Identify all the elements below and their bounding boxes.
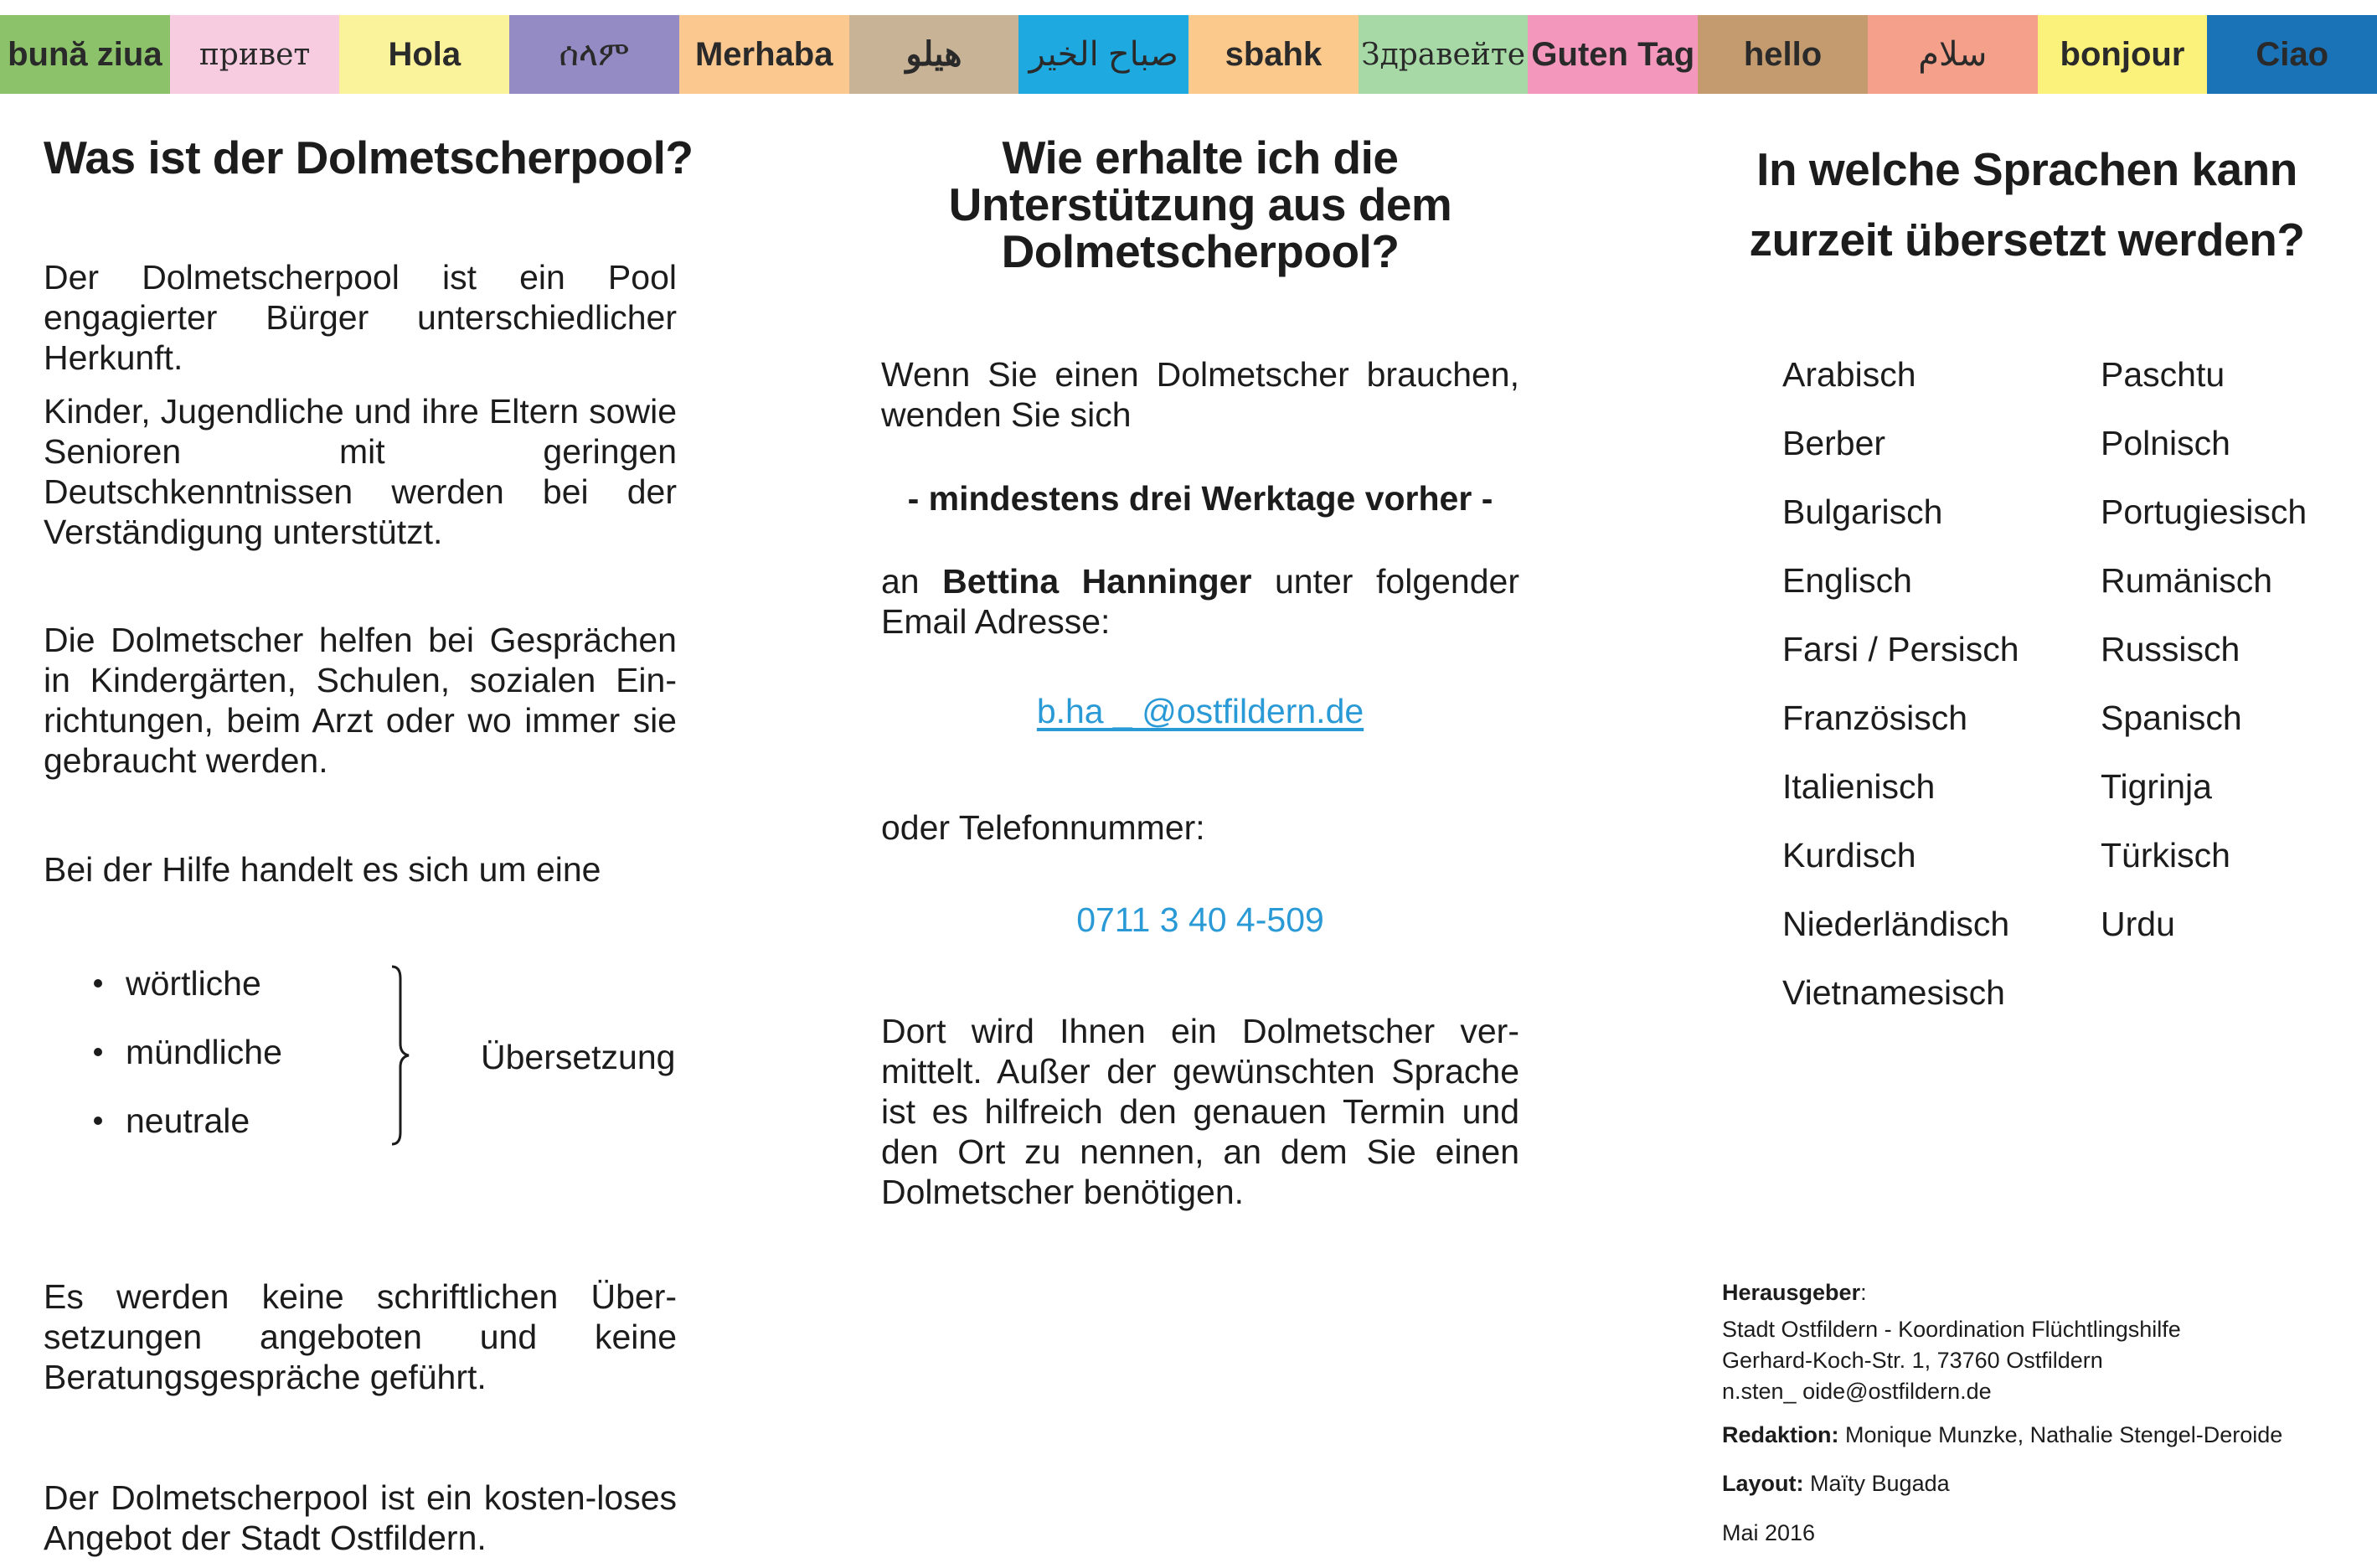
- language-item: Russisch: [2101, 630, 2240, 668]
- language-item: Urdu: [2101, 905, 2175, 943]
- language-item: Farsi / Persisch: [1782, 630, 2019, 668]
- language-item: Italienisch: [1782, 767, 1936, 806]
- language-item: Polnisch: [2101, 424, 2230, 462]
- contact-person-paragraph: an Bettina Hanninger unter folgender Email Adresse:: [881, 562, 1519, 641]
- language-item: Französisch: [1782, 699, 1968, 737]
- greeting-tile: bună ziua: [0, 15, 170, 94]
- bracket-label: Übersetzung: [481, 1038, 676, 1076]
- help-type-intro: Bei der Hilfe handelt es sich um eine: [44, 850, 601, 889]
- publisher-line: Stadt Ostfildern - Koordination Flüchtlingshilfe: [1722, 1317, 2181, 1342]
- bullet-icon: [94, 1117, 102, 1125]
- greeting-tile: هيلو: [849, 15, 1019, 94]
- language-item: Bulgarisch: [1782, 493, 1943, 531]
- deadline-note: - mindestens drei Werktage vorher -: [907, 479, 1493, 518]
- language-item: Tigrinja: [2101, 767, 2212, 806]
- language-item: Spanisch: [2101, 699, 2242, 737]
- layout-line: Layout: Maïty Bugada: [1722, 1471, 1950, 1496]
- target-group-paragraph: Kinder, Jugendliche und ihre Eltern sowie Senioren mit geringen Deutschkenntnissen werden bei der Verständigung unterstützt.: [44, 392, 677, 551]
- translation-type-list: [94, 963, 680, 1164]
- mediation-paragraph: Dort wird Ihnen ein Dolmetscher ver-mittelt. Außer der gewünschten Sprache ist es hilfreich den genauen Termin und den Ort zu nennen, an dem Sie einen Dolmetscher benötigen.: [881, 1012, 1519, 1211]
- greeting-tile: привет: [170, 15, 340, 94]
- publisher-email: n.sten_ oide@ostfildern.de: [1722, 1379, 1992, 1404]
- list-item: wörtliche: [94, 963, 261, 1003]
- language-list-left: [1782, 340, 2019, 1027]
- greeting-tile: hello: [1698, 15, 1868, 94]
- greeting-tile: Merhaba: [679, 15, 849, 94]
- contact-name: Bettina Hanninger: [942, 562, 1252, 601]
- free-offer-paragraph: Der Dolmetscherpool ist ein kosten-loses Angebot der Stadt Ostfildern.: [44, 1478, 677, 1557]
- language-item: Portugiesisch: [2101, 493, 2307, 531]
- greeting-tile: Ciao: [2207, 15, 2377, 94]
- section-title-languages: In welche Sprachen kann zurzeit übersetzt werden?: [1749, 143, 2305, 266]
- language-item: Englisch: [1782, 561, 1912, 600]
- help-locations-paragraph: Die Dolmetscher helfen bei Gesprächen in Kindergärten, Schulen, sozialen Ein-richtungen, beim Arzt oder wo immer sie gebraucht werden.: [44, 621, 677, 780]
- greeting-tile: bonjour: [2038, 15, 2208, 94]
- language-item: Vietnamesisch: [1782, 973, 2005, 1012]
- email-link[interactable]: b.ha _ @ostfildern.de: [1036, 692, 1364, 730]
- greeting-tile: ሰላም: [509, 15, 679, 94]
- language-item: Kurdisch: [1782, 836, 1916, 874]
- language-item: Rumänisch: [2101, 561, 2273, 600]
- list-item: mündliche: [94, 1032, 282, 1072]
- greeting-tile: Здравейте: [1359, 15, 1529, 94]
- language-item: Paschtu: [2101, 355, 2225, 394]
- language-item: Türkisch: [2101, 836, 2230, 874]
- greeting-banner: [0, 15, 2377, 94]
- language-item: Arabisch: [1782, 355, 1916, 394]
- contact-intro-paragraph: Wenn Sie einen Dolmetscher brauchen, wenden Sie sich: [881, 355, 1519, 434]
- language-list-right: [2101, 340, 2307, 958]
- language-item: Niederländisch: [1782, 905, 2010, 943]
- bullet-icon: [94, 979, 102, 988]
- intro-paragraph: Der Dolmetscherpool ist ein Pool engagierter Bürger unterschiedlicher Herkunft.: [44, 258, 677, 377]
- section-title-how-to: Wie erhalte ich die Unterstützung aus dem Dolmetscherpool?: [948, 132, 1452, 277]
- greeting-tile: سلام: [1868, 15, 2038, 94]
- language-item: Berber: [1782, 424, 1886, 462]
- greeting-tile: sbahk: [1188, 15, 1359, 94]
- greeting-tile: Guten Tag: [1528, 15, 1698, 94]
- greeting-tile: صباح الخير: [1018, 15, 1188, 94]
- bullet-icon: [94, 1048, 102, 1056]
- publisher-address: Gerhard-Koch-Str. 1, 73760 Ostfildern: [1722, 1348, 2103, 1373]
- list-item: neutrale: [94, 1101, 250, 1141]
- greeting-tile: Hola: [339, 15, 509, 94]
- phone-number[interactable]: 0711 3 40 4-509: [1076, 900, 1324, 939]
- publisher-heading: Herausgeber:: [1722, 1280, 1867, 1305]
- no-written-translation-paragraph: Es werden keine schriftlichen Über-setzungen angeboten und keine Beratungsgespräche geführt.: [44, 1277, 677, 1396]
- publication-date: Mai 2016: [1722, 1520, 1816, 1545]
- curly-brace-icon: [389, 963, 414, 1148]
- email-link-wrapper: [881, 691, 1519, 731]
- editorial-line: Redaktion: Monique Munzke, Nathalie Stengel-Deroide: [1722, 1422, 2283, 1447]
- section-title-what-is: Was ist der Dolmetscherpool?: [44, 132, 694, 183]
- phone-intro: oder Telefonnummer:: [881, 808, 1205, 847]
